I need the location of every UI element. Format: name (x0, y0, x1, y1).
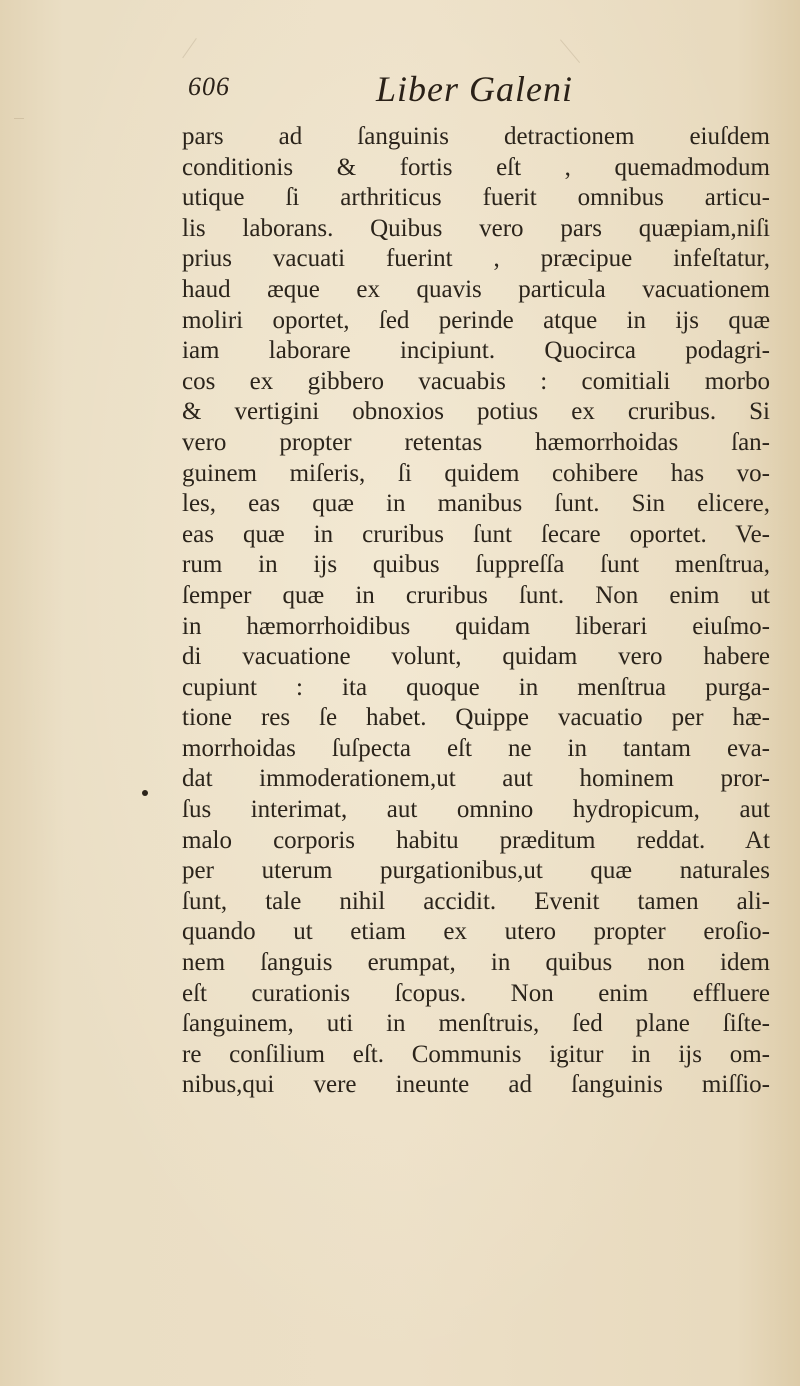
text-line: guinem miſeris, ſi quidem cohibere has vo- (182, 459, 770, 487)
paper-crease-mark (14, 118, 24, 119)
text-line: nem ſanguis erumpat, in quibus non idem (182, 949, 770, 977)
text-line: ſemper quæ in cruribus ſunt. Non enim ut (182, 581, 770, 609)
text-line: quando ut etiam ex utero propter eroſio- (182, 918, 770, 946)
text-line: cupiunt : ita quoque in menſtrua purga- (182, 673, 770, 701)
text-line: tione res ſe habet. Quippe vacuatio per hæ- (182, 704, 770, 732)
text-line: per uterum purgationibus,ut quæ naturales (182, 857, 770, 885)
text-line: di vacuatione volunt, quidam vero habere (182, 643, 770, 671)
text-line: morrhoidas ſuſpecta eſt ne in tantam eva- (182, 734, 770, 762)
page-header (188, 68, 628, 116)
text-line: vero propter retentas hæmorrhoidas ſan- (182, 428, 770, 456)
text-line: prius vacuati fuerint , præcipue infeſtatur, (182, 245, 770, 273)
ink-speck (142, 790, 148, 796)
text-line: malo corporis habitu præditum reddat. At (182, 826, 770, 854)
text-line: moliri oportet, ſed perinde atque in ijs quæ (182, 306, 770, 334)
running-title: Liber Galeni (376, 69, 573, 109)
text-line: ſanguinem, uti in menſtruis, ſed plane ſiſte- (182, 1010, 770, 1038)
text-line: utique ſi arthriticus fuerit omnibus articu- (182, 184, 770, 212)
text-line: dat immoderationem,ut aut hominem pror- (182, 765, 770, 793)
text-line: ſus interimat, aut omnino hydropicum, aut (182, 796, 770, 824)
text-line: eas quæ in cruribus ſunt ſecare oportet. Ve- (182, 520, 770, 548)
text-line: re conſilium eſt. Communis igitur in ijs om- (182, 1040, 770, 1068)
text-line: conditionis & fortis eſt , quemadmodum (182, 153, 770, 181)
text-line: nibus,qui vere ineunte ad ſanguinis miſſio- (182, 1071, 770, 1099)
text-line: lis laborans. Quibus vero pars quæpiam,niſi (182, 214, 770, 242)
text-line: rum in ijs quibus ſuppreſſa ſunt menſtrua, (182, 551, 770, 579)
text-line: les, eas quæ in manibus ſunt. Sin elicere, (182, 490, 770, 518)
text-line: in hæmorrhoidibus quidam liberari eiuſmo- (182, 612, 770, 640)
body-text (182, 122, 770, 1101)
text-line: pars ad ſanguinis detractionem eiuſdem (182, 123, 770, 150)
paper-crease-mark (182, 38, 197, 58)
text-line: cos ex gibbero vacuabis : comitiali morbo (182, 367, 770, 395)
text-line: & vertigini obnoxios potius ex cruribus. Si (182, 398, 770, 426)
text-line: iam laborare incipiunt. Quocirca podagri- (182, 337, 770, 365)
page-number: 606 (188, 72, 230, 101)
paper-crease-mark (560, 39, 580, 63)
text-line: ſunt, tale nihil accidit. Evenit tamen ali- (182, 887, 770, 915)
text-line: eſt curationis ſcopus. Non enim effluere (182, 979, 770, 1007)
text-line: haud æque ex quavis particula vacuationem (182, 275, 770, 303)
